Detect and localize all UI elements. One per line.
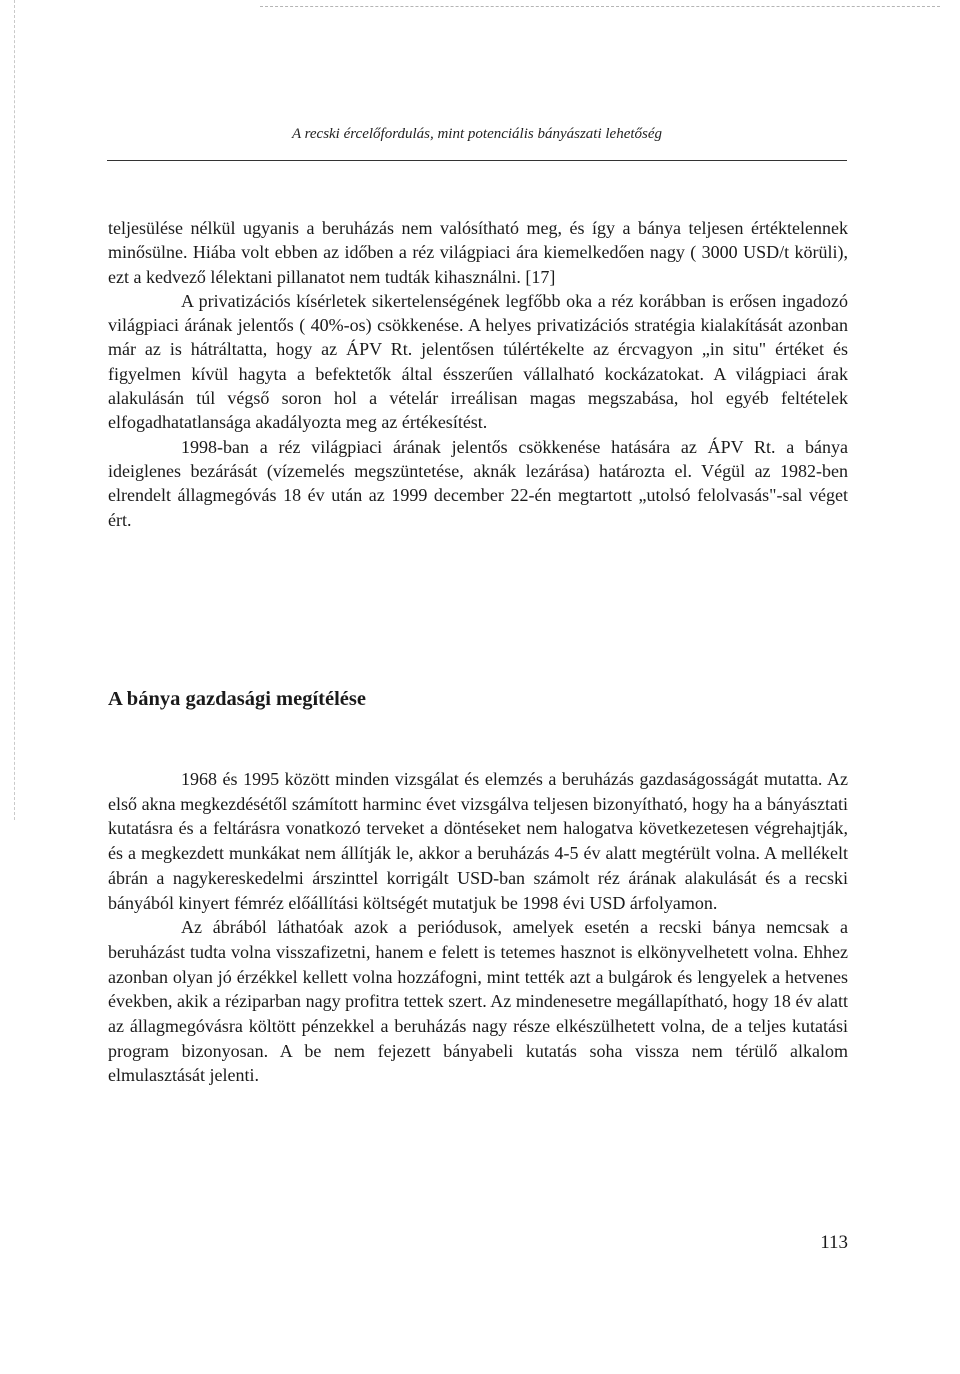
paragraph-3: 1998-ban a réz világpiaci árának jelentős csökkenése hatására az ÁPV Rt. a bánya ideiglenes bezárását (vízemelés megszüntetése, aknák lezárása) határozta el. Végül az 1982-ben elrendelt állagmegóvás 18 év után az 1999 december 22-én megtartott „utolsó felolvasás"-sal véget ért. [108, 436, 848, 530]
scan-artifact-top [260, 6, 940, 8]
header-rule [107, 160, 847, 161]
paragraph-1: teljesülése nélkül ugyanis a beruházás nem valósítható meg, és így a bánya teljesen értéktelennek minősülne. Hiába volt ebben az időben a réz világpiaci ára kiemelkedően nagy ( 3000 USD/t körüli), ezt a kedvező lélektani pillanatot nem tudták kihasználni. [17] [108, 218, 848, 287]
page-number: 113 [820, 1232, 848, 1253]
section-heading: A bánya gazdasági megítélése [108, 688, 366, 710]
paragraph-2: A privatizációs kísérletek sikertelenségének legfőbb oka a réz korábban is erősen ingadozó világpiaci árának jelentős ( 40%-os) csökkenése. A helyes privatizációs stratégia kialakítását azonban már az is hátráltatta, hogy az ÁPV Rt. jelentősen túlértékelte az ércvagyon „in situ" értéket és figyelmen kívül hagyta a befektetők által ésszerűen vállalható kockázatokat. A világpiaci árak alakulásán túl végső soron hol a vételár irreálisan magas megszabása, hol egyéb feltételek elfogadhatatlansága akadályozta meg az értékesítést. [108, 290, 848, 433]
section-paragraph-2: Az ábrából láthatóak azok a periódusok, amelyek esetén a recski bánya nemcsak a beruházást tudta volna visszafizetni, hanem e felett is tetemes hasznot is elkönyvelhetett volna. Ehhez azonban olyan jó érzékkel kellett volna hozzáfogni, mint tették azt a bulgárok és lengyelek a hetvenes években, akik a réziparban nagy profitra tettek szert. Az mindenesetre megállapítható, hogy 18 év alatt az állagmegóvásra költött pénzekkel a beruházás nagy része elkészülhetett volna, de a teljes kutatási program bizonyosan. A be nem fejezett bányabeli kutatás soha vissza nem térülő alkalom elmulasztását jelenti. [108, 917, 848, 1086]
scan-artifact-left [14, 0, 16, 820]
body-text-top [108, 216, 848, 532]
section-paragraph-1: 1968 és 1995 között minden vizsgálat és elemzés a beruházás gazdaságosságát mutatta. Az első akna megkezdésétől számított harminc évet vizsgálva teljesen bizonyítható, hogy ha a bányásztati kutatásra és a feltárásra vonatkozó terveket a döntéseket nem halogatva következetesen végrehajtják, és a megkezdett munkákat nem állítják le, akkor a beruházás 4-5 év alatt megtérült volna. A mellékelt ábrán a nagykereskedelmi árszinttel korrigált USD-ban számolt réz árának alakulását és a recski bányából kinyert fémréz előállítási költségét mutatjuk be 1998 évi USD árfolyamon. [108, 769, 848, 913]
running-header: A recski ércelőfordulás, mint potenciális bányászati lehetőség [291, 126, 663, 142]
section-body [108, 767, 848, 1088]
